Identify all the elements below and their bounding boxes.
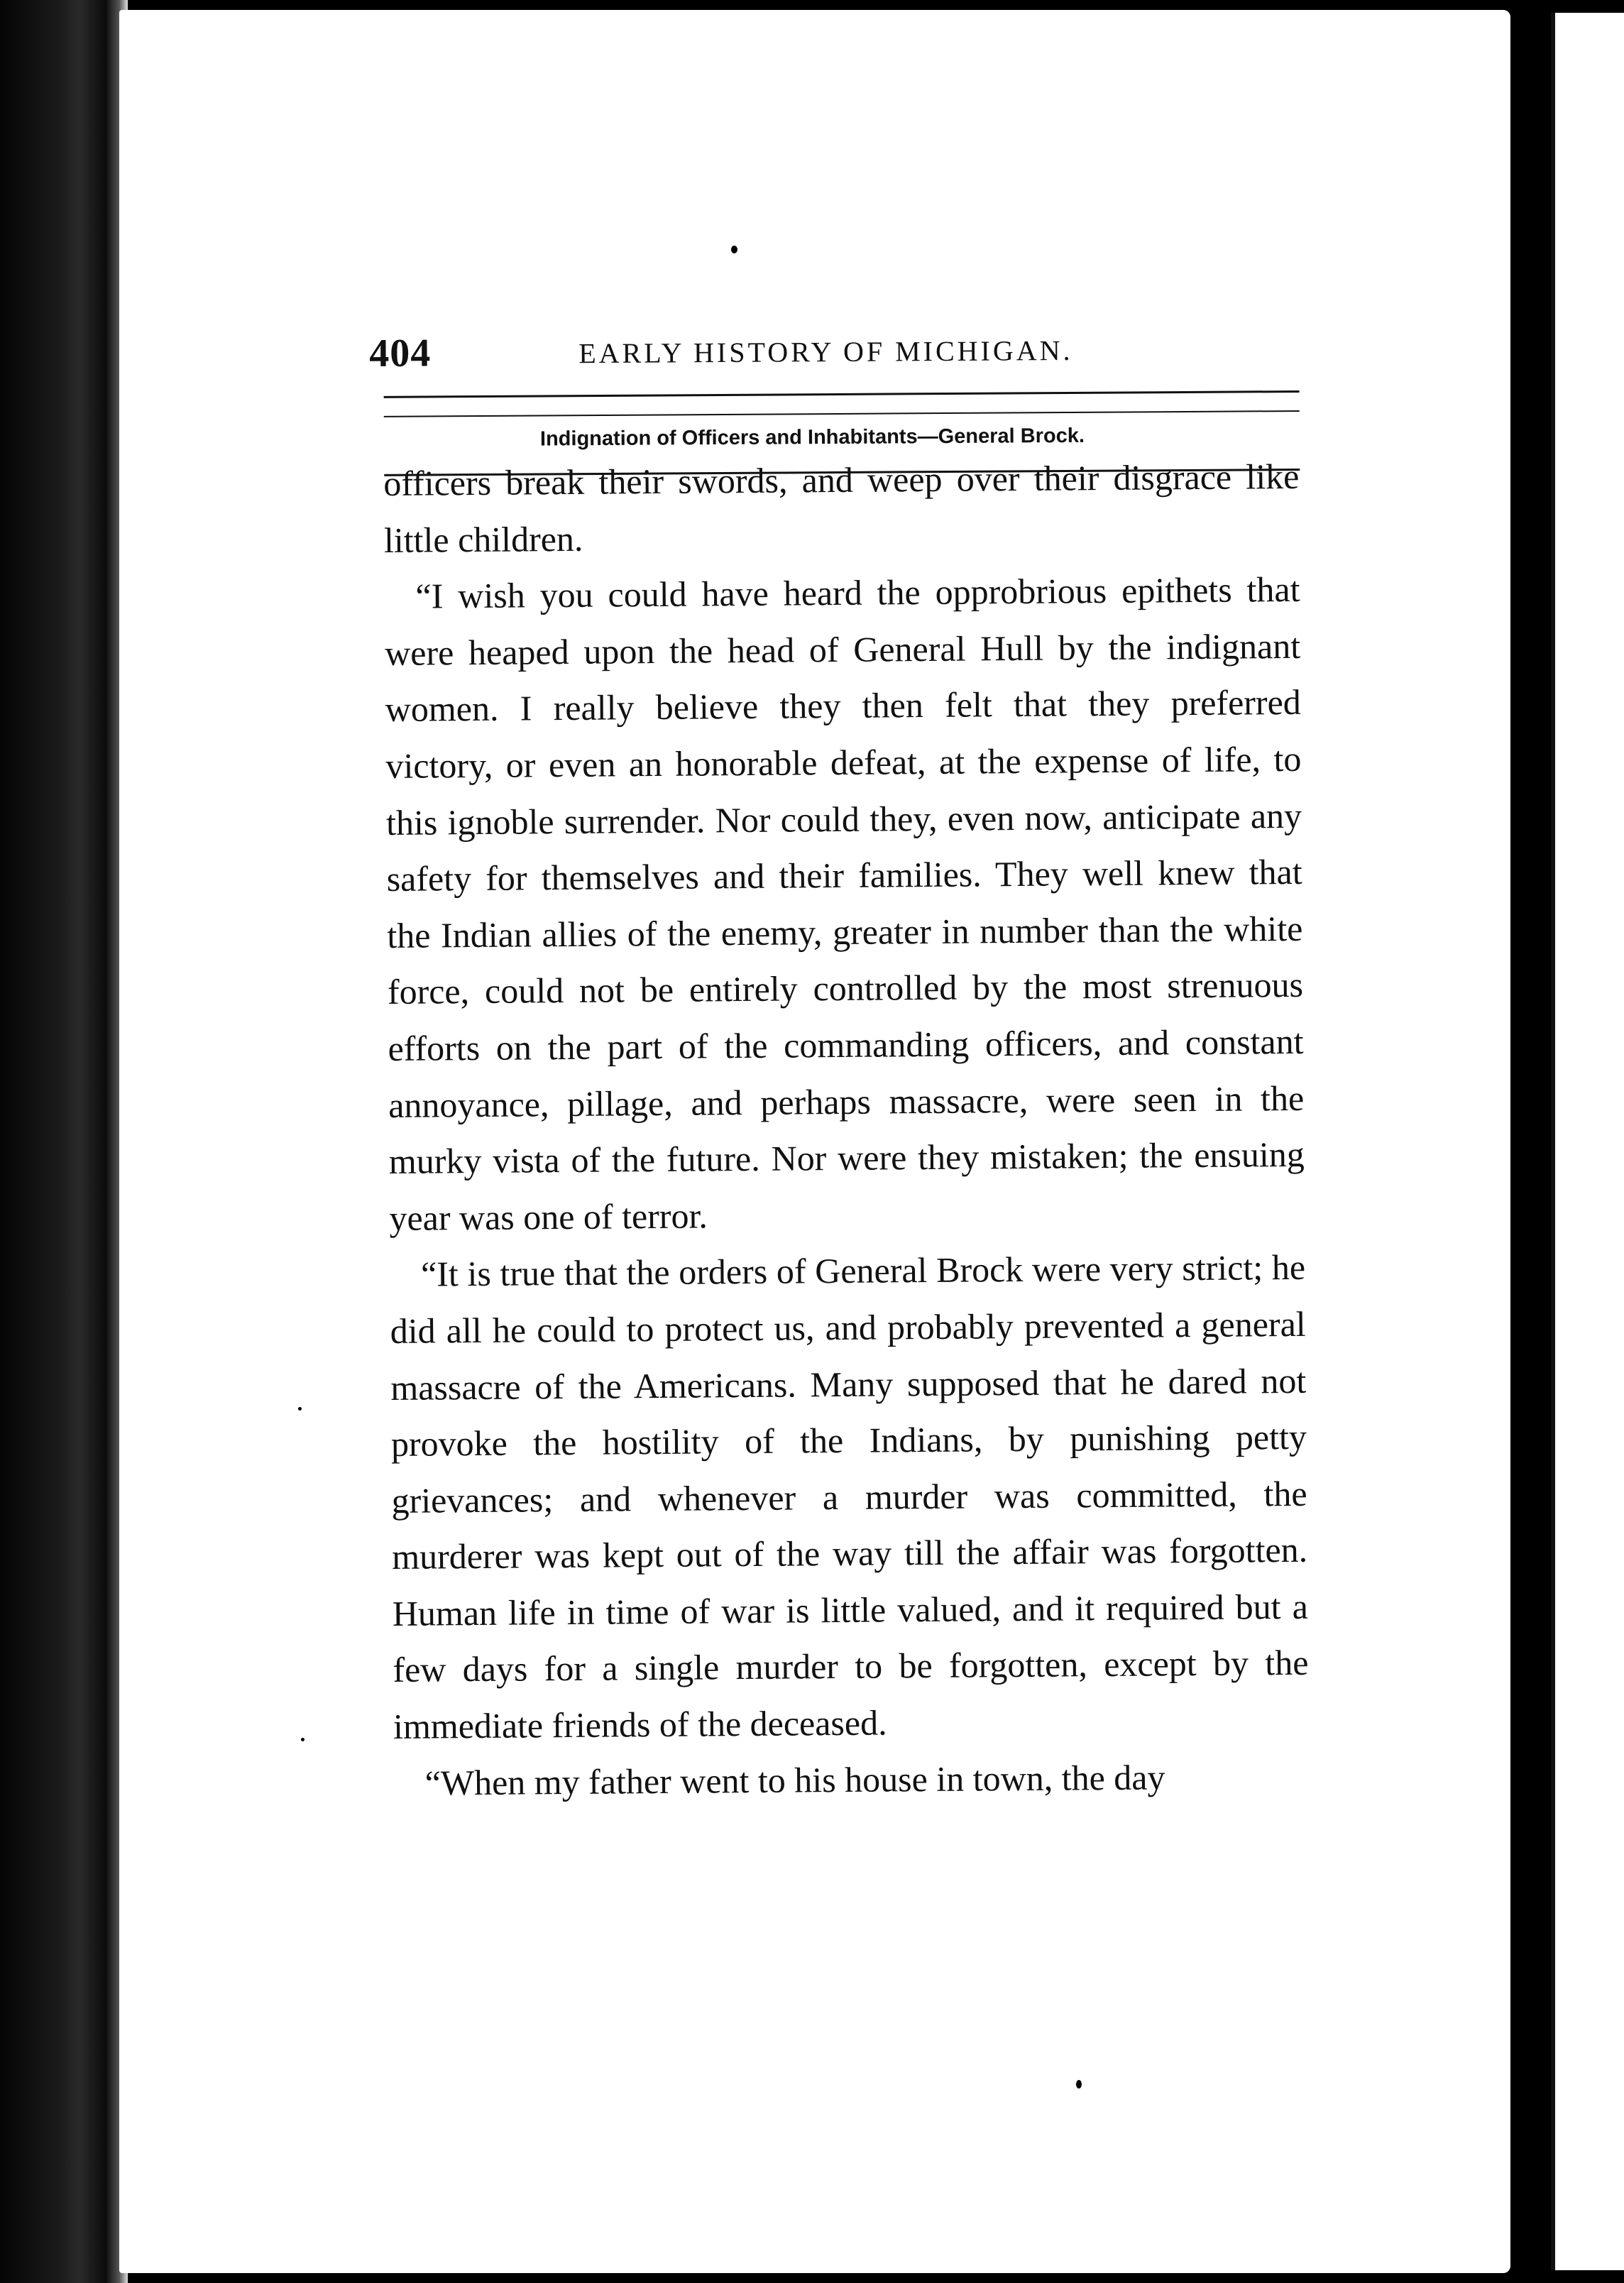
paragraph: officers break their swords, and weep over their disgrace like little children. xyxy=(383,456,1300,560)
running-title: EARLY HISTORY OF MICHIGAN. xyxy=(578,334,1073,370)
ink-speck xyxy=(298,1407,302,1411)
paragraph: “When my father went to his house in town, the day xyxy=(424,1757,1165,1803)
paragraph: “I wish you could have heard the opprobrious epithets that were heaped upon the head of General Hull by the indignant women. I really believe they then felt that they preferred victory, or even an honorable defeat, at the expense of life, to this ignoble surrender. Nor could they, even now, anticipate any safety for themselves and their families. They well knew that the Indian allies of the enemy, greater in number than the white force, could not be entirely controlled by the most strenuous efforts on the part of the commanding officers, and constant annoyance, pillage, and perhaps massacre, were seen in the murky vista of the future. Nor were they mistaken; the ensuing year was one of terror. xyxy=(384,569,1305,1238)
body-text xyxy=(383,449,1310,1812)
ink-speck xyxy=(731,246,737,253)
ink-speck xyxy=(301,1738,304,1741)
paragraph: “It is true that the orders of General Brock were very strict; he did all he could to protect us, and probably prevented a general massacre of the Americans. Many supposed that he dared not provoke the hostility of the Indians, by punishing petty grievances; and whenever a murder was committed, the murderer was kept out of the way till the affair was forgotten. Human life in time of war is little valued, and it required but a few days for a single murder to be forgotten, except by the immediate friends of the deceased. xyxy=(390,1247,1309,1747)
next-page-sliver xyxy=(1551,13,1624,2270)
book-spine-edge xyxy=(0,0,106,2283)
ink-speck xyxy=(1076,2080,1082,2088)
section-subheading: Indignation of Officers and Inhabitants—General Brock. xyxy=(539,424,1085,451)
page-number: 404 xyxy=(369,331,432,376)
